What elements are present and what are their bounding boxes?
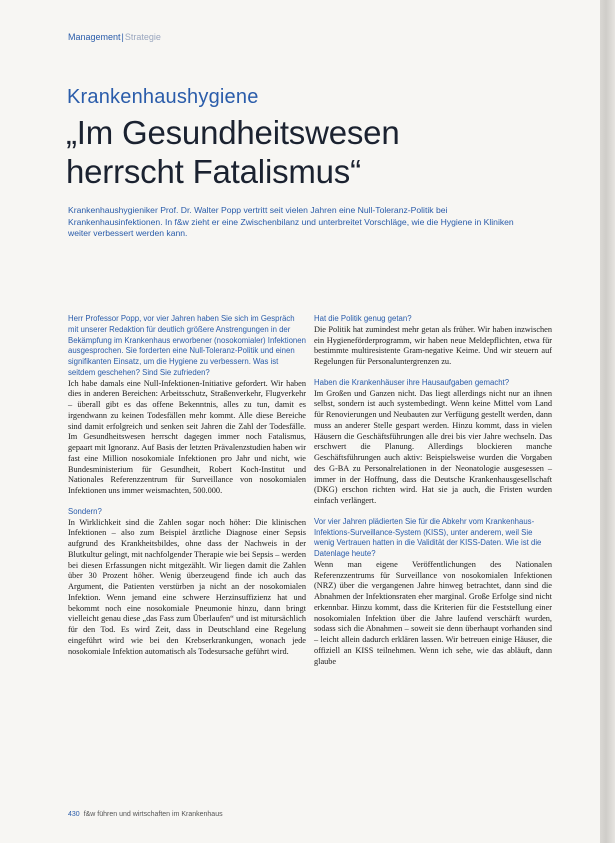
magazine-name: f&w führen und wirtschaften im Krankenhaus [83, 811, 223, 818]
running-head [68, 32, 161, 42]
article-title: „Im Gesundheitswesen herrscht Fatalismus“ [66, 114, 400, 190]
page-number: 430 [68, 811, 80, 818]
question: Herr Professor Popp, vor vier Jahren haben Sie sich im Gespräch mit unserer Redaktion für deutlich größere Anstrengungen in der Bekämpfung im Krankenhaus erworbener (nosokomialer) Infektionen ausgesprochen. Sie forderten eine Null-Toleranz-Politik und einen signifikanten Einsatz, um die Hygiene zu verbessern. Was ist seitdem geschehen? Sind Sie zufrieden? [68, 314, 306, 377]
article-kicker: Krankenhaushygiene [67, 86, 259, 108]
right-column [314, 314, 552, 667]
page-spine [600, 0, 615, 843]
page-footer [68, 811, 223, 818]
article-lead: Krankenhaushygieniker Prof. Dr. Walter Popp vertritt seit vielen Jahren eine Null-Toleranz-Politik bei Krankenhausinfektionen. In f&w zieht er eine Zwischenbilanz und unterbreitet Vorschläge, wie die Hygiene in Kliniken weiter verbessert werden kann. [68, 205, 514, 239]
answer: Die Politik hat zumindest mehr getan als früher. Wir haben inzwischen ein Hygieneförderprogramm, wir haben neue Meldepflichten, etwa für bestimmte multiresistente Gram-negative Keime. Und wir steuern auf Regelungen für Personaluntergrenzen zu. [314, 324, 552, 366]
answer: In Wirklichkeit sind die Zahlen sogar noch höher: Die klinischen Infektionen – also zum Beispiel ärztliche Diagnose einer Sepsis aufgrund des Krankheitsbildes, ohne dass der Nachweis in der Blutkultur gelingt, mit nachfolgender Therapie wie bei Sepsis – werden bei diesen Erfassungen nicht mitgezählt. Wir liegen damit die Zahlen über 30 Prozent höher. Wenig überzeugend finde ich auch das Argument, die Patienten verstürben ja nicht an der nosokomialen Infektion. Wenn jemand eine schwere Herzinsuffizienz hat und bekommt noch eine nosokomiale Pneumonie hinzu, dann bringt vielleicht genau diese „das Fass zum Überlaufen“ und ist mitursächlich für den Tod. Es wird Zeit, dass in Deutschland eine Regelung eingeführt wird wie bei den Krebserkrankungen, wonach jede nosokomiale Infektion automatisch als Todesursache geführt wird. [68, 517, 306, 656]
section-label: Management [68, 32, 121, 42]
question: Hat die Politik genug getan? [314, 314, 412, 323]
question: Sondern? [68, 506, 102, 516]
subsection-label: Strategie [124, 32, 161, 42]
question: Haben die Krankenhäuser ihre Hausaufgaben gemacht? [314, 377, 510, 387]
answer: Ich habe damals eine Null-Infektionen-Initiative gefordert. Wir haben dies in anderen Bereichen: Arbeitsschutz, Straßenverkehr, Flugverkehr – überall gibt es das offene Bekenntnis, alles zu tun, damit es irgendwann zu keinen Todesfällen mehr kommt. Alle diese Bereiche sind damit erfolgreich und senken seit Jahren die Zahl der Todesfälle. Im Gesundheitswesen herrscht dagegen immer noch Fatalismus, gepaart mit Ignoranz. Auf Basis der letzten Prävalenzstudien haben wir fast eine Million nosokomiale Infektionen pro Jahr und nicht, wie Bundesministerium für Gesundheit, Robert Koch-Institut und Nationales Referenzzentrum für Surveillance von nosokomialen Infektionen uns immer weismachten, 500.000. [68, 378, 306, 495]
divider: | [121, 32, 124, 42]
left-column [68, 314, 306, 657]
answer: Wenn man eigene Veröffentlichungen des Nationalen Referenzzentrums für Surveillance von nosokomialen Infektionen (NRZ) über die vergangenen Jahre hinweg betrachtet, dann sind die Abnahmen der Infektionsraten eher marginal. Große Erfolge sind nicht erkennbar. Hinzu kommt, dass die Kriterien für die Feststellung einer nosokomialen Infektion über die Jahre laufend verschärft wurden, sodass sich die Abnahmen – soweit sie denn überhaupt vorhanden sind – leicht allein dadurch erklären lassen. Wir betreuen einige Häuser, die offiziell an KISS teilnehmen. Wenn ich sehe, wie das abläuft, dann glaube [314, 559, 552, 666]
answer: Im Großen und Ganzen nicht. Das liegt allerdings nicht nur an ihnen selbst, sondern ist auch systembedingt. Wenn keine Mittel vom Land für Renovierungen und Neubauten zur Verfügung gestellt werden, dann muss an anderer Stelle gespart werden. Hinzu kommt, dass in vielen Häusern die Geschäftsführungen alle drei bis vier Jahre wechseln. Das erschwert die Planung. Allerdings blockieren manche Geschäftsführungen auch aktiv: Beispielsweise wurden die Vorgaben des G-BA zu Personalrelationen in der Neonatologie ausgesessen – immer in der Hoffnung, dass die Deutsche Krankenhausgesellschaft (DKG) erschon richten wird. Hat sie ja auch, die Fristen wurden einfach verlängert. [314, 388, 552, 505]
question: Vor vier Jahren plädierten Sie für die Abkehr vom Krankenhaus-Infektions-Surveillance-System (KISS), unter anderem, weil Sie wenig Vertrauen hatten in die Validität der KISS-Daten. Wie ist die Datenlage heute? [314, 516, 542, 558]
